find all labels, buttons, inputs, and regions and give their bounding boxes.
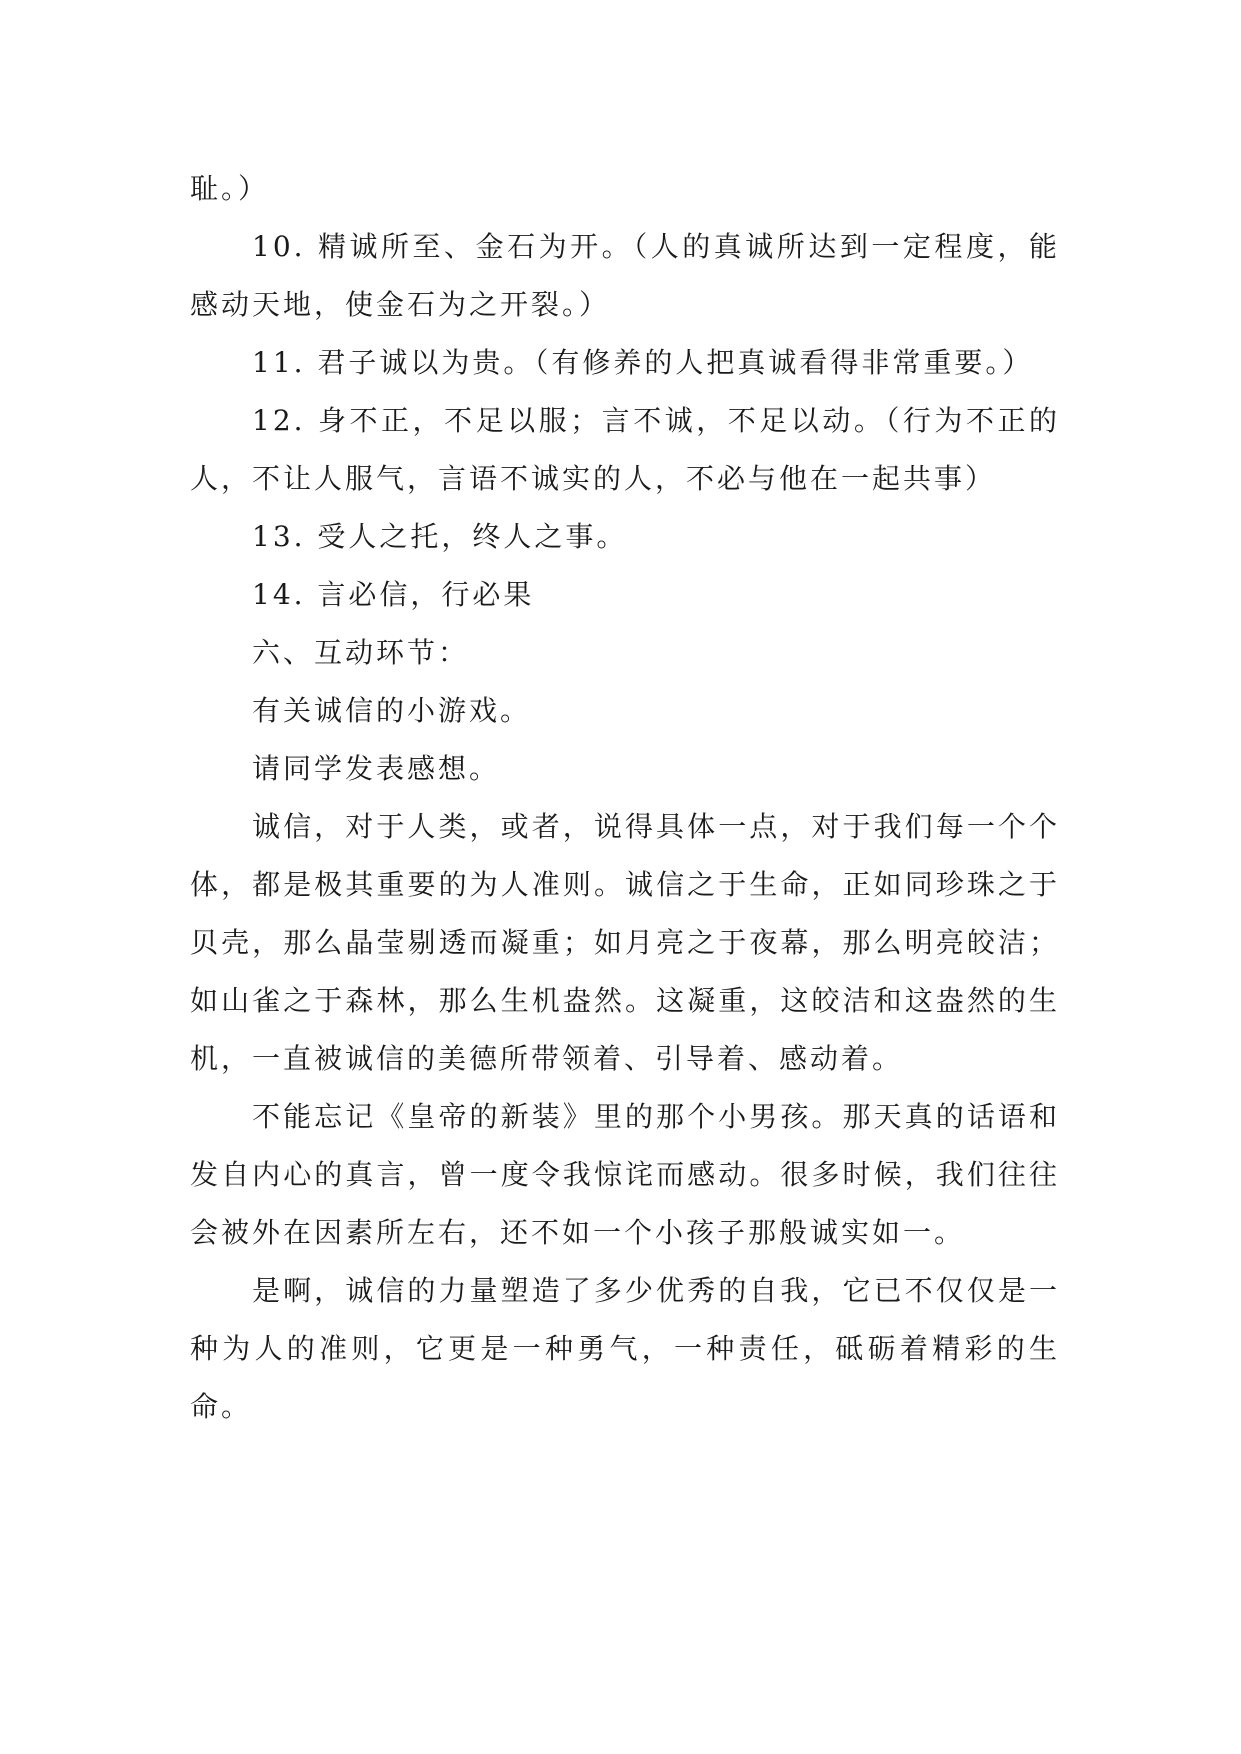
section-heading: 六、互动环节： [252,636,470,669]
activity-item: 有关诚信的小游戏。 [252,694,532,727]
body-paragraph: 诚信，对于人类，或者，说得具体一点，对于我们每一个个体，都是极其重要的为人准则。诚信之于生命，正如同珍珠之于贝壳，那么晶莹剔透而凝重；如月亮之于夜幕，那么明亮皎洁；如山雀之于森林，那么生机盎然。这凝重，这皎洁和这盎然的生机，一直被诚信的美德所带领着、引导着、感动着。 [190,810,1060,1075]
activity-item: 请同学发表感想。 [252,752,501,785]
body-text [190,160,1060,1436]
proverb-11: 11. 君子诚以为贵。（有修养的人把真诚看得非常重要。） [252,346,1034,379]
proverb-12: 12. 身不正，不足以服；言不诚，不足以动。（行为不正的人，不让人服气，言语不诚实的人，不必与他在一起共事） [190,404,1060,495]
proverb-13: 13. 受人之托，终人之事。 [252,520,628,553]
paragraph-continuation: 耻。） [190,172,270,205]
proverb-14: 14. 言必信，行必果 [252,578,535,611]
body-paragraph: 是啊，诚信的力量塑造了多少优秀的自我，它已不仅仅是一种为人的准则，它更是一种勇气，一种责任，砥砺着精彩的生命。 [190,1274,1060,1423]
proverb-10: 10. 精诚所至、金石为开。（人的真诚所达到一定程度，能感动天地，使金石为之开裂。） [190,230,1060,321]
body-paragraph: 不能忘记《皇帝的新装》里的那个小男孩。那天真的话语和发自内心的真言，曾一度令我惊诧而感动。很多时候，我们往往会被外在因素所左右，还不如一个小孩子那般诚实如一。 [190,1100,1060,1249]
